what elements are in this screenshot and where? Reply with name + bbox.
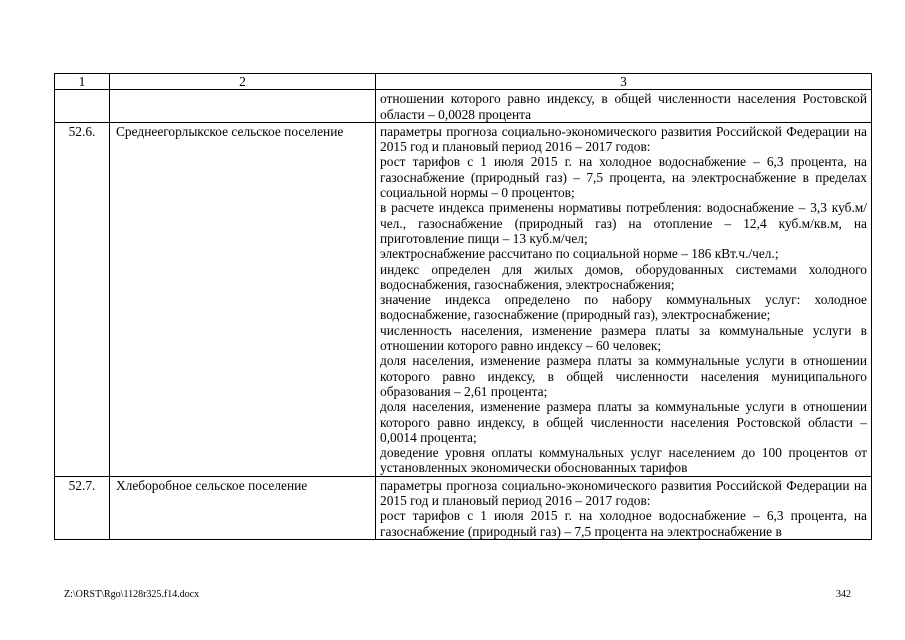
- settlement-name: Среднеегорлыкское сельское поселение: [110, 122, 376, 476]
- row-content: [376, 122, 872, 476]
- table-row-52-7: [55, 476, 872, 539]
- document-table: [54, 73, 872, 540]
- row-number: 52.7.: [55, 476, 110, 539]
- settlement-name: Хлеборобное сельское поселение: [110, 476, 376, 539]
- row-number: 52.6.: [55, 122, 110, 476]
- table-row-52-6: [55, 122, 872, 476]
- paragraph: доведение уровня оплаты коммунальных услуг населением до 100 процентов от установленных экономически обоснованных тарифов: [380, 445, 867, 476]
- continuation-num-cell: [55, 90, 110, 123]
- paragraph: в расчете индекса применены нормативы потребления: водоснабжение – 3,3 куб.м/чел., газоснабжение (природный газ) на отопление – 12,4 куб.м/кв.м, на приготовление пищи – 13 куб.м/чел;: [380, 200, 867, 246]
- paragraph: численность населения, изменение размера платы за коммунальные услуги в отношении которого равно индексу – 60 человек;: [380, 322, 867, 354]
- footer-page-number: 342: [836, 589, 851, 600]
- paragraph: параметры прогноза социально-экономического развития Российской Федерации на 2015 год и плановый период 2016 – 2017 годов:: [380, 477, 867, 509]
- paragraph: доля населения, изменение размера платы за коммунальные услуги в отношении которого равно индексу, в общей численности населения муниципального образования – 2,61 процента;: [380, 353, 867, 399]
- paragraph: доля населения, изменение размера платы за коммунальные услуги в отношении которого равно индексу, в общей численности населения Ростовской области – 0,0014 процента;: [380, 399, 867, 445]
- row-content: [376, 476, 872, 539]
- header-col-2: 2: [110, 74, 376, 90]
- paragraph: индекс определен для жилых домов, оборудованных системами холодного водоснабжения, газоснабжения, электроснабжения;: [380, 261, 867, 292]
- paragraph: значение индекса определено по набору коммунальных услуг: холодное водоснабжение, газоснабжение (природный газ), электроснабжение;: [380, 292, 867, 323]
- table-header-row: [55, 74, 872, 90]
- continuation-content-cell: [376, 90, 872, 123]
- paragraph: рост тарифов с 1 июля 2015 г. на холодное водоснабжение – 6,3 процента, на газоснабжение (природный газ) – 7,5 процента на электроснабжение в: [380, 508, 867, 539]
- paragraph: рост тарифов с 1 июля 2015 г. на холодное водоснабжение – 6,3 процента, на газоснабжение (природный газ) – 7,5 процента, на электроснабжение в пределах социальной нормы – 0 процентов;: [380, 154, 867, 201]
- paragraph: электроснабжение рассчитано по социальной норме – 186 кВт.ч./чел.;: [380, 246, 779, 262]
- footer-file-path: Z:\ORST\Rgo\1128r325.f14.docx: [64, 589, 200, 600]
- paragraph: отношении которого равно индексу, в общей численности населения Ростовской области – 0,0028 процента: [380, 91, 867, 122]
- table-row-continuation: [55, 90, 872, 123]
- continuation-name-cell: [110, 90, 376, 123]
- header-col-3: 3: [376, 74, 872, 90]
- header-col-1: 1: [55, 74, 110, 90]
- paragraph: параметры прогноза социально-экономического развития Российской Федерации на 2015 год и плановый период 2016 – 2017 годов:: [380, 123, 867, 155]
